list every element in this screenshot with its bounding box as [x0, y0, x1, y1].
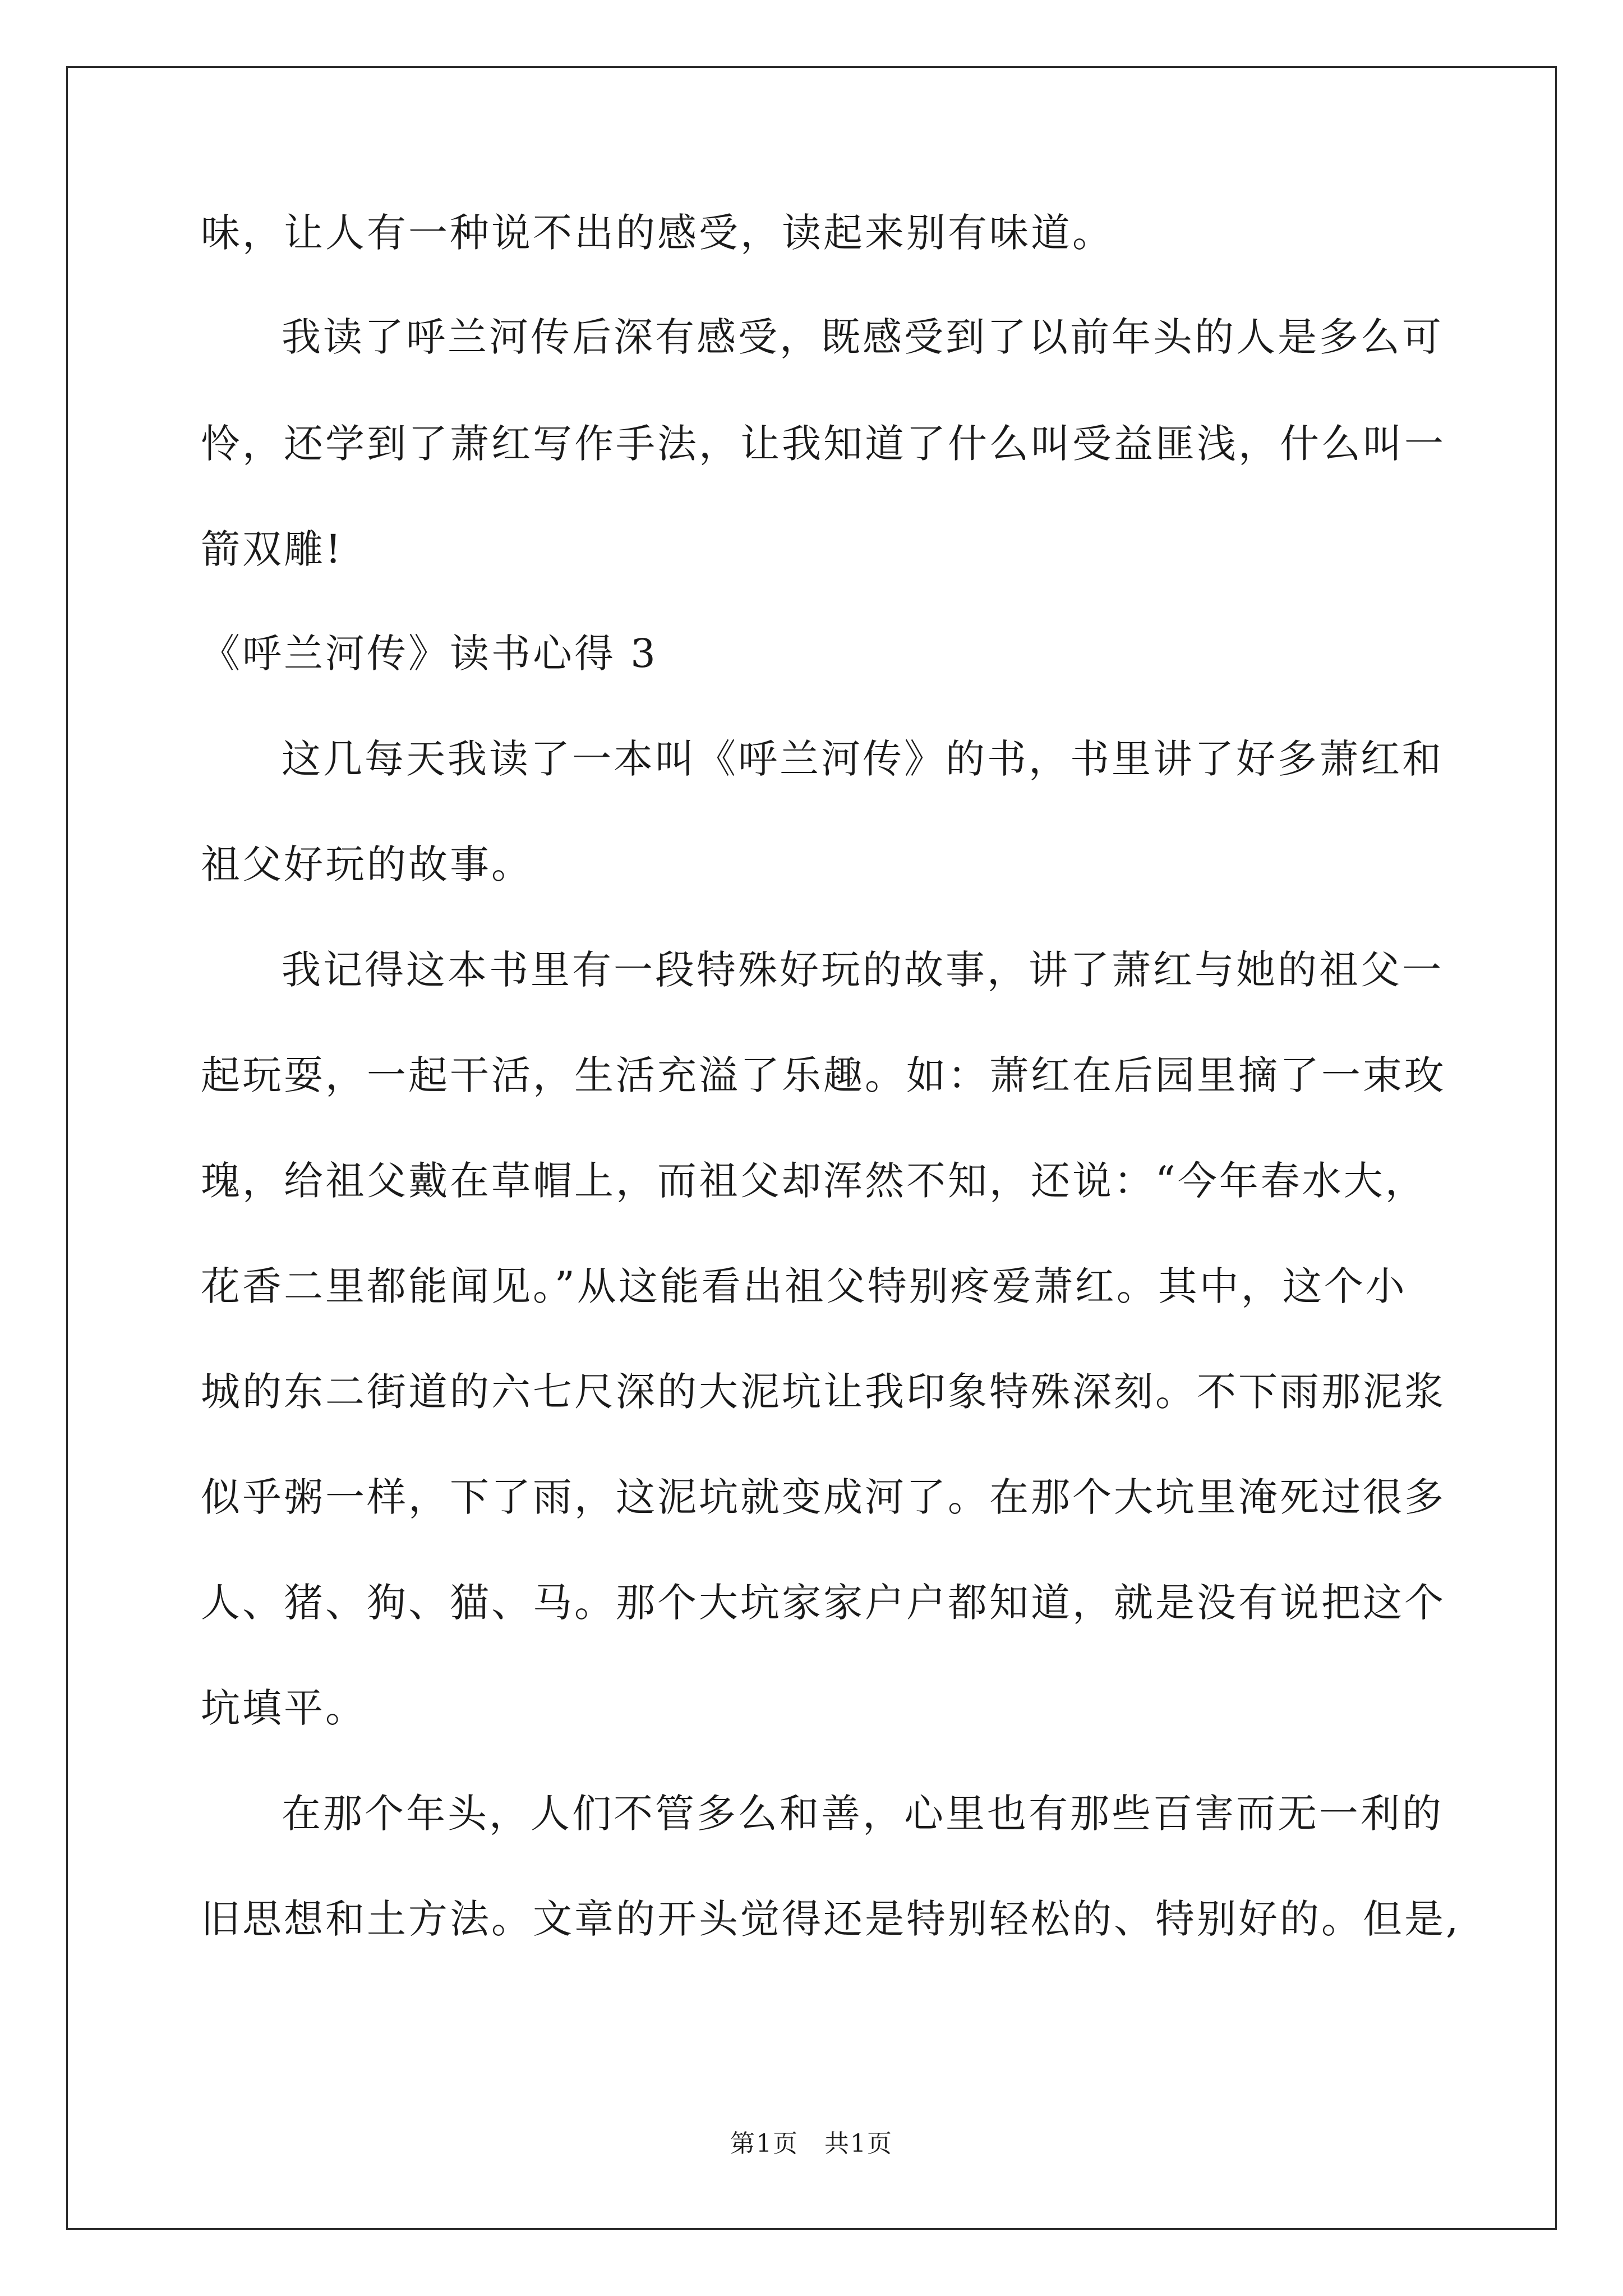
- body-line: 花香二里都能闻见。”从这能看出祖父特别疼爱萧红。其中，这个小: [201, 1263, 1407, 1309]
- body-line: 城的东二街道的六七尺深的大泥坑让我印象特殊深刻。不下雨那泥浆: [201, 1369, 1446, 1415]
- body-line: 人、猪、狗、猫、马。那个大坑家家户户都知道，就是没有说把这个: [201, 1580, 1446, 1626]
- body-line: 怜，还学到了萧红写作手法，让我知道了什么叫受益匪浅，什么叫一: [201, 421, 1446, 467]
- body-line: 旧思想和土方法。文章的开头觉得还是特别轻松的、特别好的。但是,: [201, 1896, 1461, 1942]
- paragraph-start-line: 在那个年头，人们不管多么和善，心里也有那些百害而无一利的: [282, 1791, 1444, 1837]
- body-line: 箭双雕!: [201, 526, 344, 572]
- paragraph-start-line: 我记得这本书里有一段特殊好玩的故事，讲了萧红与她的祖父一: [282, 947, 1444, 993]
- paragraph-start-line: 这几每天我读了一本叫《呼兰河传》的书，书里讲了好多萧红和: [282, 736, 1444, 782]
- page-footer: 第1页 共1页: [730, 2129, 893, 2158]
- body-line: 起玩耍，一起干活，生活充溢了乐趣。如：萧红在后园里摘了一束玫: [201, 1052, 1446, 1098]
- body-line: 味，让人有一种说不出的感受，读起来别有味道。: [201, 210, 1114, 256]
- paragraph-start-line: 我读了呼兰河传后深有感受，既感受到了以前年头的人是多么可: [282, 314, 1444, 360]
- body-line: 坑填平。: [201, 1685, 367, 1731]
- body-line: 祖父好玩的故事。: [201, 841, 533, 887]
- body-line: 似乎粥一样，下了雨，这泥坑就变成河了。在那个大坑里淹死过很多: [201, 1474, 1446, 1520]
- section-heading: 《呼兰河传》读书心得 3: [201, 631, 658, 677]
- body-line: 瑰，给祖父戴在草帽上，而祖父却浑然不知，还说：“今年春水大，: [201, 1158, 1427, 1204]
